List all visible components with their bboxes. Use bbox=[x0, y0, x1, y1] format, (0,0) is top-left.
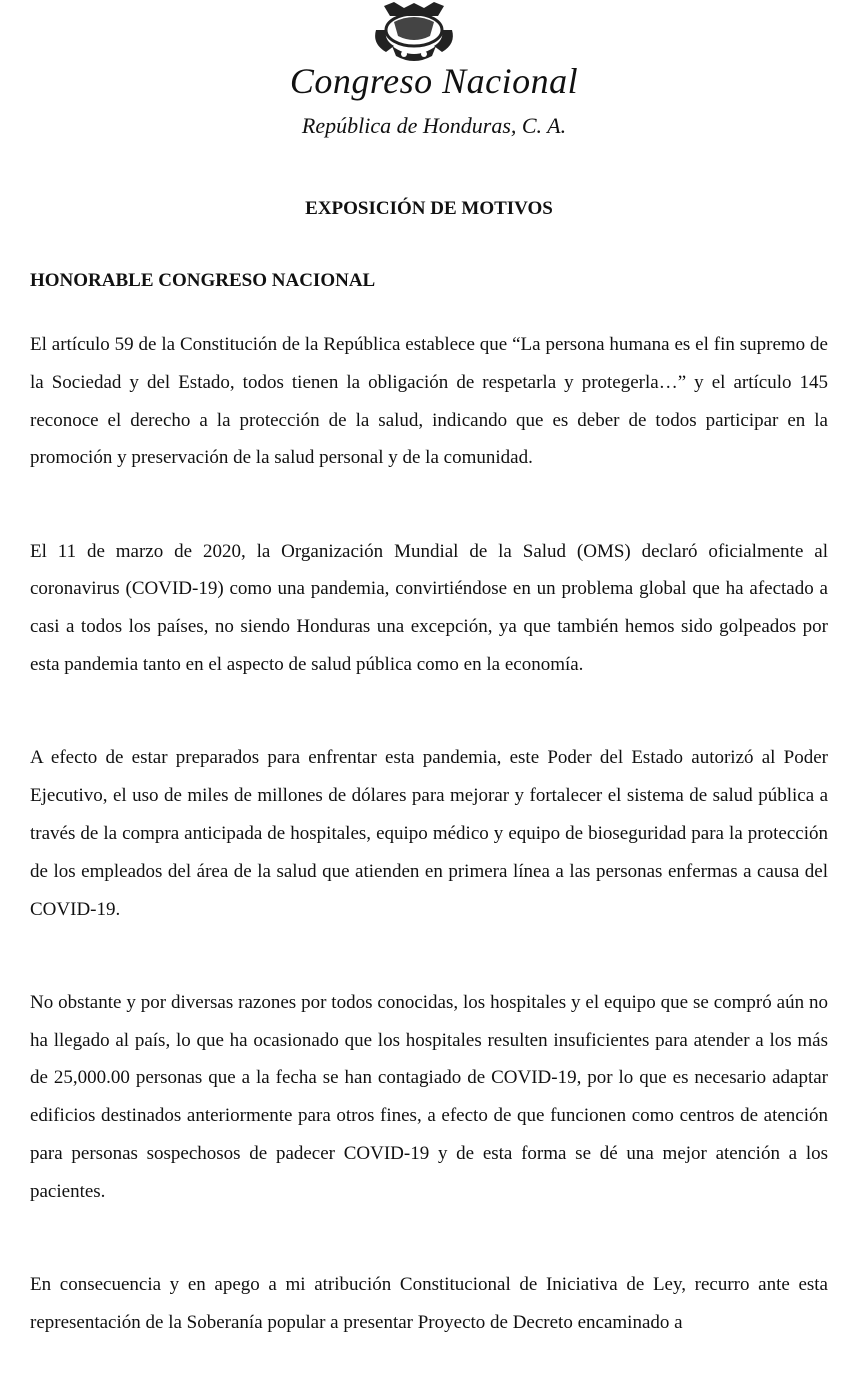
addressee-heading: HONORABLE CONGRESO NACIONAL bbox=[30, 270, 376, 291]
document-body bbox=[30, 326, 828, 1397]
paragraph-3: A efecto de estar preparados para enfrentar esta pandemia, este Poder del Estado autorizó al Poder Ejecutivo, el uso de miles de millones de dólares para mejorar y fortalecer el sistema de salud pública a través de la compra anticipada de hospitales, equipo médico y equipo de bioseguridad para la protección de los empleados del área de la salud que atienden en primera línea a las personas enfermas a causa del COVID-19. bbox=[30, 747, 828, 920]
paragraph-2: El 11 de marzo de 2020, la Organización Mundial de la Salud (OMS) declaró oficialmente al coronavirus (COVID-19) como una pandemia, convirtiéndose en un problema global que ha afectado a casi a todos los países, no siendo Honduras una excepción, ya que también hemos sido golpeados por esta pandemia tanto en el aspecto de salud pública como en la economía. bbox=[30, 540, 828, 676]
coat-of-arms-seal bbox=[364, 0, 464, 64]
paragraph-5: En consecuencia y en apego a mi atribución Constitucional de Iniciativa de Ley, recurro ante esta representación de la Soberanía popular a presentar Proyecto de Decreto encaminado a bbox=[30, 1274, 828, 1333]
document-title: EXPOSICIÓN DE MOTIVOS bbox=[305, 198, 553, 219]
paragraph-4: No obstante y por diversas razones por todos conocidas, los hospitales y el equipo que se compró aún no ha llegado al país, lo que ha ocasionado que los hospitales resulten insuficientes para atender a los más de 25,000.00 personas que a la fecha se han contagiado de COVID-19, por lo que es necesario adaptar edificios destinados anteriormente para otros fines, a efecto de que funcionen como centros de atención para personas sospechosos de padecer COVID-19 y de esta forma se dé una mejor atención a los pacientes. bbox=[30, 991, 828, 1202]
organization-name: Congreso Nacional bbox=[289, 61, 579, 101]
organization-subtitle: República de Honduras, C. A. bbox=[301, 113, 567, 138]
paragraph-1: El artículo 59 de la Constitución de la República establece que “La persona humana es el fin supremo de la Sociedad y del Estado, todos tienen la obligación de respetarla y protegerla…” y el artículo 145 reconoce el derecho a la protección de la salud, indicando que es deber de todos participar en la promoción y preservación de la salud personal y de la comunidad. bbox=[30, 334, 828, 469]
